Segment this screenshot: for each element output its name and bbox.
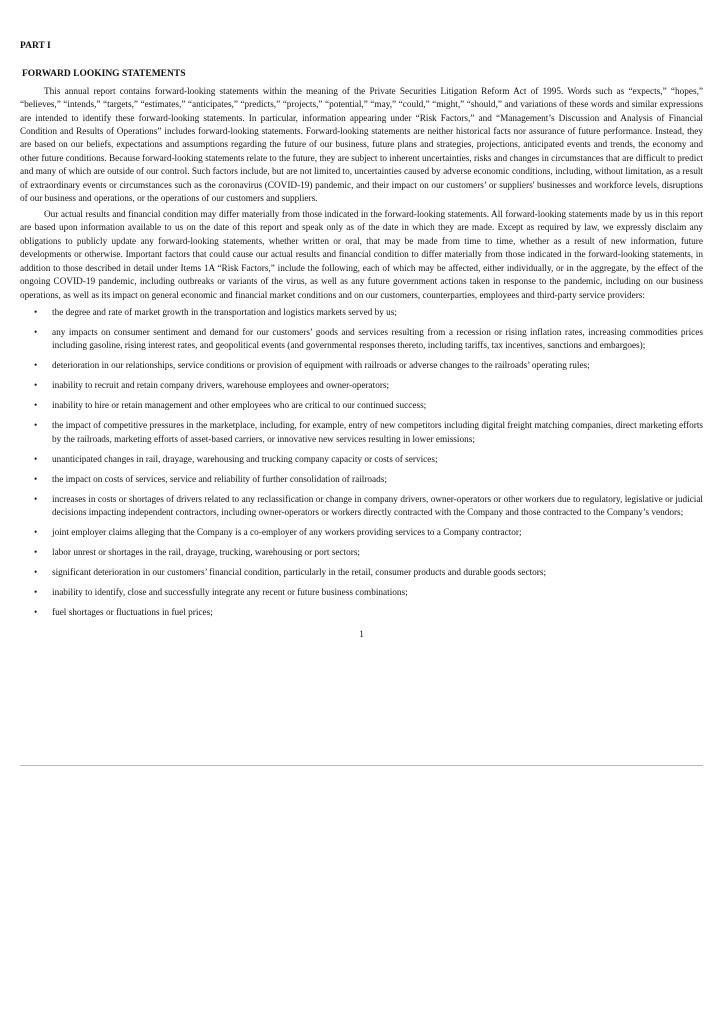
list-item-text: significant deterioration in our customers’ financial condition, particularly in the retail, consumer products and durable goods sectors; [52,568,547,579]
list-item [20,527,703,540]
list-item-text: deterioration in our relationships, service conditions or provision of equipment with railroads or adverse changes to the railroads’ operating rules; [52,361,590,372]
paragraph: Our actual results and financial condition may differ materially from those indicated in the forward-looking statements. All forward-looking statements made by us in this report are based upon information available to us on the date of this report and speak only as of the date in which they are made. Except as required by law, we expressly disclaim any obligations to publicly update any forward-looking statements, whether written or oral, that may be made from time to time, whether as a result of new information, future developments or otherwise. Important factors that could cause our actual results and financial condition to differ materially from those indicated in the forward-looking statements, in addition to those described in detail under Items 1A “Risk Factors,” include the following, each of which may be affected, either individually, or in the aggregate, by the effect of the ongoing COVID-19 pandemic, including outbreaks or variants of the virus, as well as any future government actions taken in response to the pandemic, including on our business operations, as well as its impact on general economic and financial market conditions and on our customers, counterparties, employees and third-party service providers: [20,210,703,301]
list-item [20,474,703,487]
risk-factor-list [20,307,703,621]
bullet-icon: • [34,528,38,539]
list-item-text: inability to recruit and retain company drivers, warehouse employees and owner-operators; [52,381,390,392]
list-item [20,420,703,447]
page-number: 1 [359,629,364,640]
list-item-text: inability to identify, close and successfully integrate any recent or future business combinations; [52,588,408,599]
bullet-icon: • [34,381,38,392]
list-item-text: unanticipated changes in rail, drayage, warehousing and trucking company capacity or costs of services; [52,454,438,465]
list-item-text: joint employer claims alleging that the Company is a co-employer of any workers providing services to a Company contractor; [52,528,522,539]
list-item [20,454,703,467]
bullet-icon: • [34,494,38,505]
list-item-text: fuel shortages or fluctuations in fuel prices; [52,608,213,619]
list-item [20,567,703,580]
part-title: PART I [20,41,51,51]
list-item [20,307,703,320]
bullet-icon: • [34,454,38,465]
list-item [20,587,703,600]
list-item [20,360,703,373]
list-item [20,380,703,393]
bullet-icon: • [34,588,38,599]
list-item-text: increases in costs or shortages of drivers related to any reclassification or change in company drivers, owner-operators or other workers due to regulatory, legislative or judicial decisions impacting independent contractors, including owner-operators or workers directly contracted with the Company and those contracted to the Company’s vendors; [52,494,703,519]
list-item-text: the degree and rate of market growth in the transportation and logistics markets served by us; [52,307,397,318]
list-item [20,400,703,413]
bullet-icon: • [34,307,38,318]
list-item [20,607,703,620]
list-item-text: any impacts on consumer sentiment and demand for our customers’ goods and services resulting from a recession or rising inflation rates, increasing commodities prices including gasoline, rising interest rates, and geopolitical events (and governmental responses thereto, including tariffs, tax incentives, sanctions and embargoes); [52,327,703,352]
section-heading: FORWARD LOOKING STATEMENTS [22,69,186,80]
list-item-text: inability to hire or retain management and other employees who are critical to our continued success; [52,401,427,412]
bullet-icon: • [34,421,38,432]
page-divider [20,765,703,766]
list-item [20,547,703,560]
bullet-icon: • [34,608,38,619]
bullet-icon: • [34,474,38,485]
list-item [20,327,703,354]
bullet-icon: • [34,568,38,579]
list-item-text: the impact of competitive pressures in the marketplace, including, for example, entry of new competitors including digital freight matching companies, direct marketing efforts by the railroads, marketing efforts of asset-based carriers, or innovative new services resulting in lower emissions; [52,421,703,445]
bullet-icon: • [34,548,38,559]
paragraph: This annual report contains forward-looking statements within the meaning of the Private Securities Litigation Reform Act of 1995. Words such as “expects,” “hopes,” “believes,” “intends,” “targets,” “estimates,” “anticipates,” “predicts,” “projects,” “potential,” “may,” “could,” “might,” “should,” and variations of these words and similar expressions are intended to identify these forward-looking statements. In particular, information appearing under “Risk Factors,” and “Management’s Discussion and Analysis of Financial Condition and Results of Operations” includes forward-looking statements. Forward-looking statements are neither historical facts nor assurance of future performance. Instead, they are based on our beliefs, expectations and assumptions regarding the future of our business, future plans and strategies, projections, anticipated events and trends, the economy and other future conditions. Because forward-looking statements relate to the future, they are subject to inherent uncertainties, risks and changes in circumstances that are difficult to predict and many of which are outside of our control. Such factors include, but are not limited to, uncertainties caused by adverse economic conditions, including, without limitation, as a result of extraordinary events or circumstances such as the coronavirus (COVID-19) pandemic, and their impact on our customers’ or suppliers' businesses and workforce levels, disruptions of our business and operations, or the operations of our customers and suppliers. [20,86,703,205]
list-item-text: labor unrest or shortages in the rail, drayage, trucking, warehousing or port sectors; [52,548,360,559]
document-page [20,40,703,642]
bullet-icon: • [34,361,38,372]
list-item-text: the impact on costs of services, service and reliability of further consolidation of railroads; [52,474,387,485]
bullet-icon: • [34,401,38,412]
bullet-icon: • [34,327,38,338]
list-item [20,494,703,521]
